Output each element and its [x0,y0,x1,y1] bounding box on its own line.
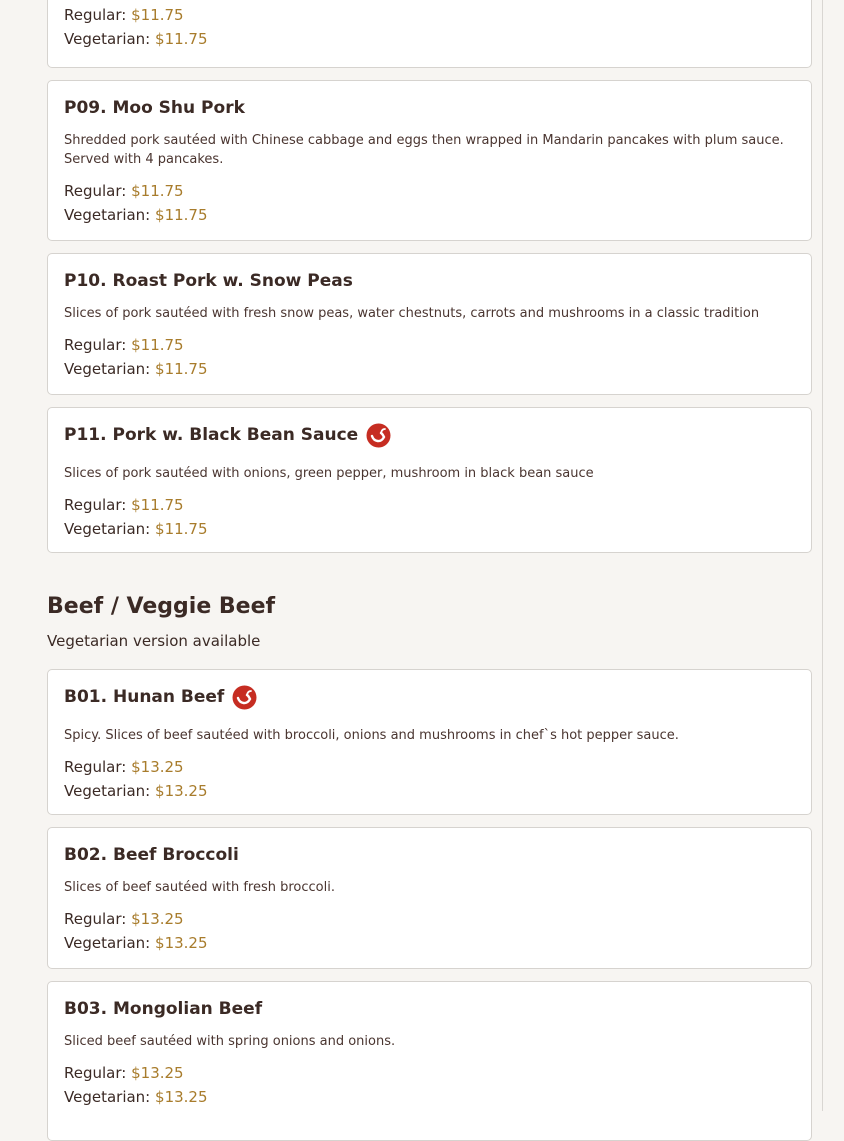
regular-price-line [64,3,795,27]
vegetarian-price-line [64,27,795,51]
menu-item-description: Slices of pork sautéed with fresh snow peas, water chestnuts, carrots and mushrooms in a classic tradition [64,306,760,321]
menu-item-title: P10. Roast Pork w. Snow Peas [64,271,353,291]
menu-item-title: B02. Beef Broccoli [64,845,239,865]
regular-price-line [64,755,795,779]
vegetarian-price: $11.75 [155,30,208,48]
regular-price: $13.25 [131,910,184,928]
vegetarian-price-label: Vegetarian: [64,520,151,538]
vegetarian-price-label: Vegetarian: [64,934,151,952]
menu-item-description: Spicy. Slices of beef sautéed with broccoli, onions and mushrooms in chef`s hot pepper sauce. [64,728,679,743]
vegetarian-price-label: Vegetarian: [64,30,151,48]
regular-price: $11.75 [131,6,184,24]
regular-price: $11.75 [131,336,184,354]
vegetarian-price-label: Vegetarian: [64,360,151,378]
menu-item-title: P11. Pork w. Black Bean Sauce [64,425,359,445]
regular-price-line [64,179,795,203]
menu-item-description: Sliced beef sautéed with spring onions and onions. [64,1034,396,1049]
regular-price-label: Regular: [64,182,127,200]
regular-price: $13.25 [131,758,184,776]
vegetarian-price-line [64,931,795,955]
regular-price-line [64,1061,795,1085]
vegetarian-price: $11.75 [155,360,208,378]
regular-price: $11.75 [131,496,184,514]
vegetarian-price: $13.25 [155,1088,208,1106]
vegetarian-price-line [64,357,795,381]
vegetarian-price-label: Vegetarian: [64,206,151,224]
vegetarian-price: $11.75 [155,206,208,224]
regular-price-line [64,333,795,357]
vegetarian-price-label: Vegetarian: [64,782,151,800]
menu-item-description: Shredded pork sautéed with Chinese cabbage and eggs then wrapped in Mandarin pancakes with plum sauce. Served with 4 pancakes. [64,133,784,167]
menu-item-card-b01[interactable] [47,669,812,815]
section-title: Beef / Veggie Beef [47,594,276,619]
menu-item-description: Slices of beef sautéed with fresh broccoli. [64,880,335,895]
menu-item-card-b02[interactable] [47,827,812,969]
menu-item-title: P09. Moo Shu Pork [64,98,245,118]
menu-item-title-row [64,420,795,450]
regular-price-label: Regular: [64,758,127,776]
menu-item-title-row [64,93,795,123]
menu-item-card-partial[interactable] [47,0,812,68]
menu-item-card-p10[interactable] [47,253,812,395]
menu-item-card-p09[interactable] [47,80,812,241]
regular-price-label: Regular: [64,1064,127,1082]
menu-item-title: B01. Hunan Beef [64,687,225,707]
regular-price: $13.25 [131,1064,184,1082]
menu-item-title-row [64,994,795,1024]
regular-price-line [64,493,795,517]
vegetarian-price-line [64,779,795,803]
menu-item-title-row [64,840,795,870]
regular-price-label: Regular: [64,6,127,24]
vegetarian-price-line [64,517,795,541]
regular-price-label: Regular: [64,910,127,928]
vegetarian-price: $13.25 [155,782,208,800]
menu-item-title-row [64,266,795,296]
chili-pepper-icon [232,685,257,710]
chili-pepper-icon [366,423,391,448]
menu-item-title-row [64,682,795,712]
menu-item-card-p11[interactable] [47,407,812,553]
vegetarian-price-label: Vegetarian: [64,1088,151,1106]
vegetarian-price-line [64,203,795,227]
regular-price: $11.75 [131,182,184,200]
section-subtitle: Vegetarian version available [47,632,261,650]
vegetarian-price-line [64,1085,795,1109]
regular-price-label: Regular: [64,496,127,514]
menu-item-card-b03[interactable] [47,981,812,1141]
regular-price-label: Regular: [64,336,127,354]
vegetarian-price: $13.25 [155,934,208,952]
vegetarian-price: $11.75 [155,520,208,538]
menu-item-description: Slices of pork sautéed with onions, green pepper, mushroom in black bean sauce [64,466,594,481]
regular-price-line [64,907,795,931]
menu-item-title: B03. Mongolian Beef [64,999,263,1019]
